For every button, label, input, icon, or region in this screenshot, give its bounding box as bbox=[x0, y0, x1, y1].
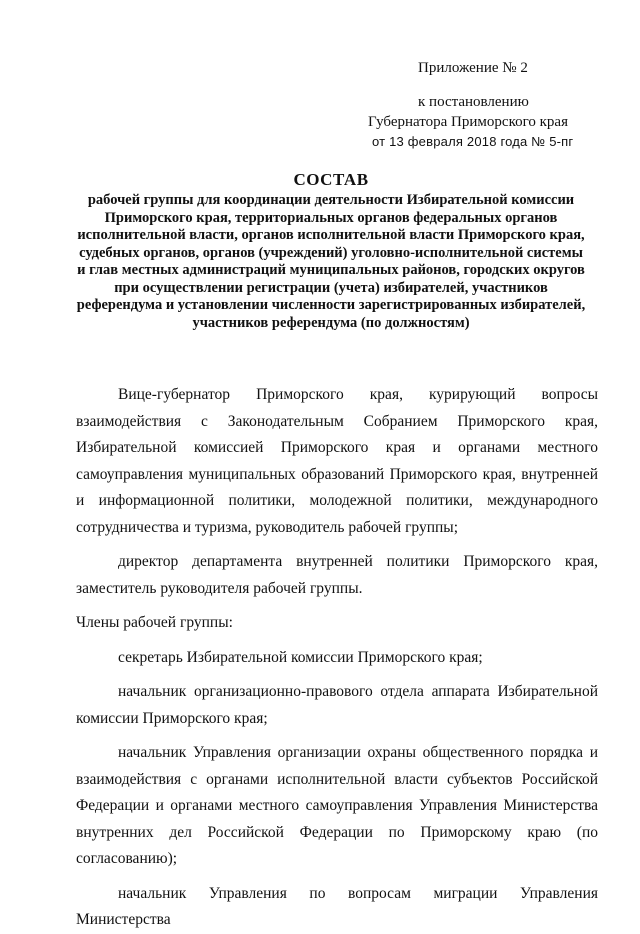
paragraph-legal-dept: начальник организационно-правового отдела аппарата Избирательной комиссии Приморского края; bbox=[76, 683, 598, 727]
appendix-block bbox=[368, 58, 574, 152]
appendix-line-3: от 13 февраля 2018 года № 5-пг bbox=[372, 134, 574, 149]
document-subtitle: рабочей группы для координации деятельности Избирательной комиссии Приморского края, территориальных органов федеральных органов исполнительной власти, органов исполнительной власти Приморского края, судебных органов, органов (учреждений) уголовно-исполнительной системы и глав местных администраций муниципальных районов, городских округов при осуществлении регистрации (учета) избирателей, участников референдума и установлении численности зарегистрированных избирателей, участников референдума (по должностям) bbox=[76, 192, 586, 331]
appendix-line-1: к постановлению bbox=[418, 94, 529, 110]
paragraph-secretary: секретарь Избирательной комиссии Приморского края; bbox=[118, 648, 483, 666]
appendix-title: Приложение № 2 bbox=[418, 60, 528, 76]
paragraph-director: директор департамента внутренней политики Приморского края, заместитель руководителя рабочей группы. bbox=[76, 553, 598, 597]
document-title: СОСТАВ bbox=[293, 170, 369, 189]
document-heading bbox=[76, 170, 586, 332]
appendix-line-2: Губернатора Приморского края bbox=[368, 114, 568, 130]
paragraph-vice-governor: Вице-губернатор Приморского края, курирующий вопросы взаимодействия с Законодательным Собранием Приморского края, Избирательной комиссией Приморского края и органами местного самоуправления муниципальных образований Приморского края, внутренней и информационной политики, молодежной политики, международного сотрудничества и туризма, руководитель рабочей группы; bbox=[76, 386, 598, 536]
paragraph-migration: начальник Управления по вопросам миграции Управления Министерства bbox=[76, 884, 598, 928]
members-heading: Члены рабочей группы: bbox=[76, 614, 233, 631]
document-body bbox=[76, 382, 598, 934]
paragraph-public-order: начальник Управления организации охраны общественного порядка и взаимодействия с органами исполнительной власти субъектов Российской Федерации и органами местного самоуправления Управления Министерства внутренних дел Российской Федерации по Приморскому краю (по согласованию); bbox=[76, 744, 598, 867]
